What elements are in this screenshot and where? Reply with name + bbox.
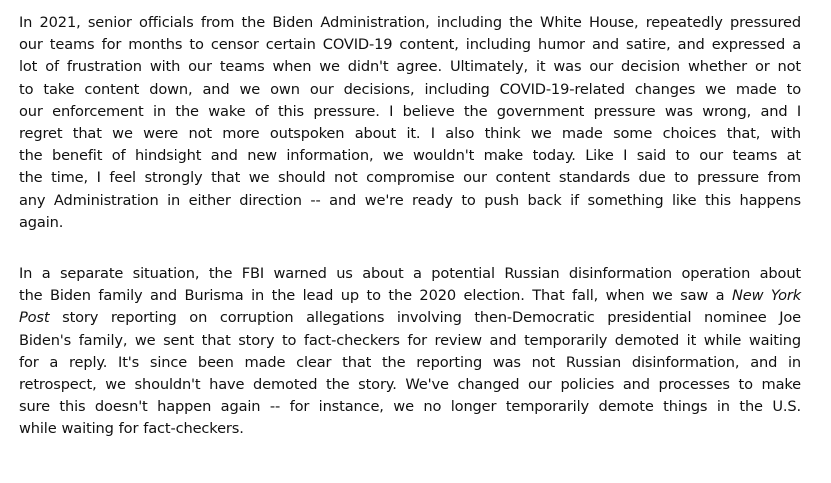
text-line-with-title — [19, 285, 801, 307]
text-line: regret that we were not more outspoken about it. I also think we made some choices that, with — [19, 125, 801, 143]
text-line: our enforcement in the wake of this pressure. I believe the government pressure was wrong, and I — [19, 102, 801, 120]
text-line: for a reply. It's since been made clear that the reporting was not Russian disinformation, and in — [19, 353, 801, 371]
text-line: sure this doesn't happen again -- for instance, we no longer temporarily demote things in the U.S. — [19, 398, 801, 416]
text-line: our teams for months to censor certain COVID-19 content, including humor and satire, and expressed a — [19, 36, 801, 54]
text-line: to take content down, and we own our decisions, including COVID-19-related changes we made to — [19, 80, 801, 98]
publication-title-italic: Post — [19, 309, 50, 327]
text-line: while waiting for fact-checkers. — [19, 420, 244, 438]
text-line: lot of frustration with our teams when we didn't agree. Ultimately, it was our decision whether or not — [19, 58, 801, 76]
paragraph-fbi-warning-new-york-post — [19, 263, 801, 441]
text-line: In a separate situation, the FBI warned us about a potential Russian disinformation operation about — [19, 265, 801, 282]
text-line: Biden's family, we sent that story to fact-checkers for review and temporarily demoted it while waiting — [19, 331, 801, 349]
publication-title-italic: New York — [732, 287, 801, 305]
text-line: the time, I feel strongly that we should not compromise our content standards due to pressure from — [19, 169, 801, 187]
text-line: In 2021, senior officials from the Biden Administration, including the White House, repeatedly pressured — [19, 14, 801, 31]
text-line: any Administration in either direction -- and we're ready to push back if something like this happens — [19, 191, 801, 209]
text-line-with-title — [19, 307, 801, 329]
paragraph-biden-administration-pressure — [19, 12, 801, 234]
text-segment: story reporting on corruption allegations involving then-Democratic presidential nominee Joe — [62, 309, 801, 327]
text-line: again. — [19, 213, 64, 231]
text-line: retrospect, we shouldn't have demoted the story. We've changed our policies and processes to make — [19, 376, 801, 394]
text-line: the benefit of hindsight and new information, we wouldn't make today. Like I said to our teams at — [19, 147, 801, 165]
text-segment: the Biden family and Burisma in the lead up to the 2020 election. That fall, when we saw a — [19, 287, 725, 305]
